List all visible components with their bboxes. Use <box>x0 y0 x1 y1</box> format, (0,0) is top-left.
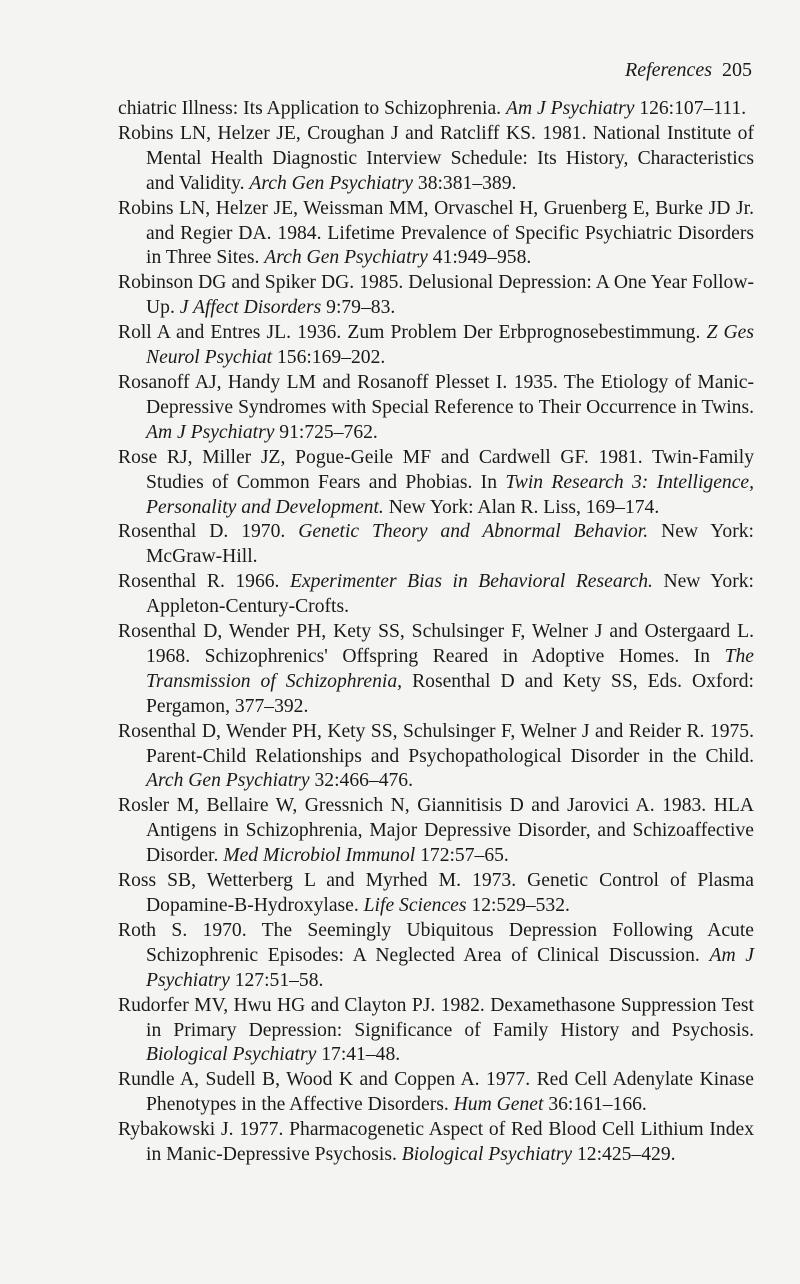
reference-entry <box>118 321 754 371</box>
reference-source: Arch Gen Psychiatry <box>249 172 413 194</box>
page-number: 205 <box>722 59 752 81</box>
reference-citation: 172:57–65. <box>415 845 509 867</box>
reference-entry <box>118 122 754 197</box>
reference-source: Med Microbiol Immunol <box>223 845 416 867</box>
reference-citation: New York: Alan R. Liss, 169–174. <box>383 496 660 518</box>
reference-citation: 91:725–762. <box>274 421 378 443</box>
reference-source: Arch Gen Psychiatry <box>264 247 428 269</box>
reference-citation: 12:529–532. <box>466 895 570 916</box>
reference-source: Biological Psychiatry <box>401 1144 573 1166</box>
reference-entry <box>118 520 754 570</box>
reference-entry <box>118 620 754 720</box>
reference-entry <box>118 1068 754 1118</box>
reference-text: Robinson DG and Spiker DG. 1985. Delusional Depression: A One Year Follow-Up. <box>118 272 754 319</box>
reference-text: Rosenthal D. 1970. <box>118 521 299 543</box>
reference-source: Biological Psychiatry <box>146 1044 317 1066</box>
reference-source: Genetic Theory and Abnormal Behavior. <box>298 521 649 543</box>
reference-text: Rudorfer MV, Hwu HG and Clayton PJ. 1982. Dexamethasone Suppression Test in Primary Depression: Significance of Family History and Psychosis. <box>118 994 754 1041</box>
reference-citation: 32:466–476. <box>309 770 414 792</box>
reference-entry <box>118 869 754 919</box>
reference-text: Rundle A, Sudell B, Wood K and Coppen A. 1977. Red Cell Adenylate Kinase Phenotypes in the Affective Disorders. <box>118 1069 754 1116</box>
reference-citation: 156:169–202. <box>272 347 386 369</box>
reference-entry <box>118 446 754 521</box>
reference-citation: 126:107–111. <box>634 98 747 119</box>
reference-text: Rosler M, Bellaire W, Gressnich N, Giannitisis D and Jarovici A. 1983. HLA Antigens in Schizophrenia, Major Depressive Disorder, and Schizoaffective Disorder. <box>118 795 754 867</box>
reference-entry <box>118 371 754 446</box>
reference-entry <box>118 994 754 1069</box>
reference-citation: 127:51–58. <box>229 969 324 991</box>
reference-citation: 38:381–389. <box>413 172 517 194</box>
reference-source: Life Sciences <box>363 895 467 916</box>
reference-citation: 9:79–83. <box>321 297 396 319</box>
reference-source: Experimenter Bias in Behavioral Research. <box>289 571 653 593</box>
reference-source: Am J Psychiatry <box>146 944 754 991</box>
reference-source: Arch Gen Psychiatry <box>146 770 310 792</box>
reference-text: Roth S. 1970. The Seemingly Ubiquitous Depression Following Acute Schizophrenic Episodes: A Neglected Area of Clinical Discussion. <box>118 919 754 966</box>
reference-citation: 36:161–166. <box>543 1094 647 1116</box>
reference-text: Robins LN, Helzer JE, Croughan J and Ratcliff KS. 1981. National Institute of Mental Health Diagnostic Interview Schedule: Its History, Characteristics and Validity. <box>118 122 754 194</box>
reference-text: Rose RJ, Miller JZ, Pogue-Geile MF and Cardwell GF. 1981. Twin-Family Studies of Common Fears and Phobias. In <box>118 446 754 493</box>
reference-citation: 41:949–958. <box>427 247 532 269</box>
reference-citation: 17:41–48. <box>316 1044 401 1066</box>
section-title: References <box>625 59 712 81</box>
reference-entry <box>118 720 754 795</box>
reference-text: chiatric Illness: Its Application to Schizophrenia. <box>118 98 506 119</box>
reference-source: Twin Research 3: Intelligence, Personality and Development. <box>146 471 754 518</box>
running-head <box>625 58 752 82</box>
reference-text: Ross SB, Wetterberg L and Myrhed M. 1973. Genetic Control of Plasma Dopamine-B-Hydroxylase. <box>118 870 754 916</box>
reference-source: Hum Genet <box>453 1094 544 1116</box>
reference-citation: Rosenthal D and Kety SS, Eds. Oxford: Pergamon, 377–392. <box>146 670 755 717</box>
reference-text: Rosenthal D, Wender PH, Kety SS, Schulsinger F, Welner J and Ostergaard L. 1968. Schizophrenics' Offspring Reared in Adoptive Homes. In <box>118 621 754 667</box>
reference-text: Rosanoff AJ, Handy LM and Rosanoff Plesset I. 1935. The Etiology of Manic-Depressive Syndromes with Special Reference to Their Occurrence in Twins. <box>118 371 754 418</box>
reference-text: Rosenthal R. 1966. <box>118 571 290 593</box>
reference-citation: New York: McGraw-Hill. <box>146 521 754 568</box>
reference-source: Am J Psychiatry <box>505 98 635 119</box>
reference-entry <box>118 570 754 620</box>
reference-text: Roll A and Entres JL. 1936. Zum Problem Der Erbprognosebestimmung. <box>118 322 707 344</box>
reference-text: Rosenthal D, Wender PH, Kety SS, Schulsinger F, Welner J and Reider R. 1975. Parent-Child Relationships and Psychopathological Disorder in the Child. <box>118 720 754 767</box>
reference-entry <box>118 271 754 321</box>
reference-entry <box>118 97 754 122</box>
reference-entry <box>118 794 754 869</box>
reference-entry <box>118 197 754 272</box>
reference-text: Robins LN, Helzer JE, Weissman MM, Orvaschel H, Gruenberg E, Burke JD Jr. and Regier DA. 1984. Lifetime Prevalence of Specific Psychiatric Disorders in Three Sites. <box>118 197 754 269</box>
reference-citation: New York: Appleton-Century-Crofts. <box>146 571 754 618</box>
reference-source: J Affect Disorders <box>179 297 322 319</box>
reference-list <box>118 97 754 1168</box>
reference-source: The Transmission of Schizophrenia, <box>146 645 754 692</box>
reference-entry <box>118 919 754 994</box>
reference-citation: 12:425–429. <box>572 1144 676 1166</box>
reference-entry <box>118 1118 754 1168</box>
reference-text: Rybakowski J. 1977. Pharmacogenetic Aspect of Red Blood Cell Lithium Index in Manic-Depressive Psychosis. <box>118 1119 754 1166</box>
reference-source: Am J Psychiatry <box>146 421 275 443</box>
reference-source: Z Ges Neurol Psychiat <box>146 322 754 369</box>
